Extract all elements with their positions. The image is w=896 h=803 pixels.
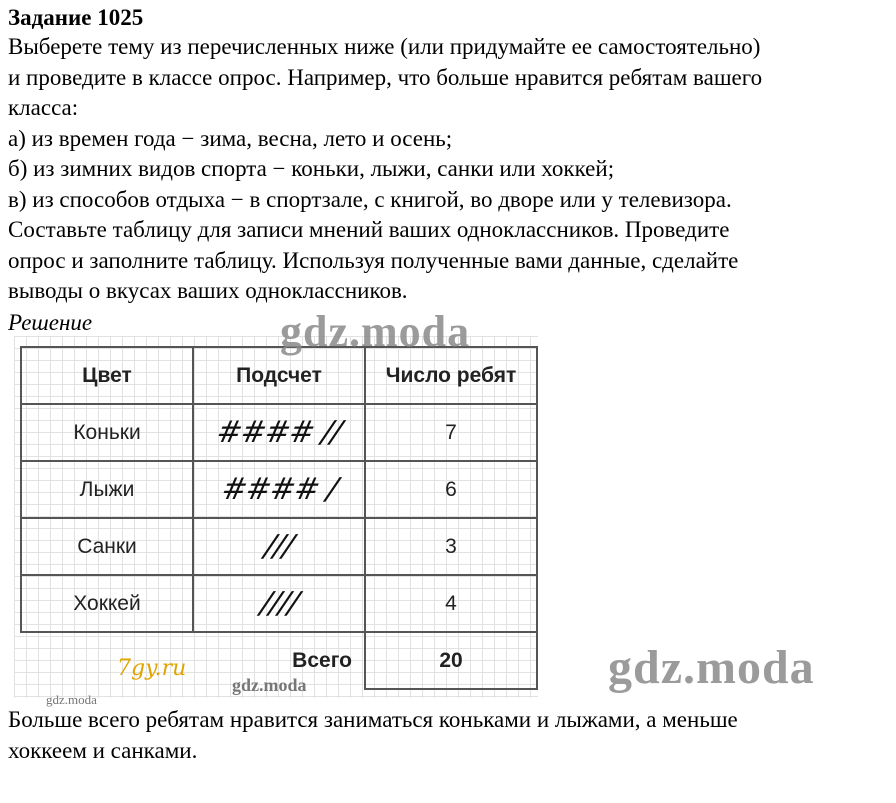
tally-marks: /// [262,528,296,564]
row-count: 3 [365,518,537,575]
conclusion-line: хоккеем и санками. [8,738,198,763]
survey-table [20,346,538,690]
task-line: б) из зимних видов спорта − коньки, лыжи, санки или хоккей; [8,156,615,181]
watermark-small-center: gdz.moda [232,675,307,695]
task-line: Составьте таблицу для записи мнений ваших одноклассников. Проведите [8,217,730,242]
solution-label: Решение [8,310,93,335]
task-line: в) из способов отдыха − в спортзале, с книгой, во дворе или у телевизора. [8,186,732,212]
header-cell-tally: Подсчет [193,347,365,404]
tally-marks: #### / [218,471,340,507]
tally-marks: #### // [214,414,344,450]
table-row [21,518,537,575]
row-tally-cell [193,575,365,632]
header-cell-count: Число ребят [365,347,537,404]
table-row [21,575,537,632]
row-tally-cell [193,518,365,575]
row-tally-cell [193,461,365,518]
header-cell-category: Цвет [21,347,193,404]
tally-marks: //// [257,585,301,621]
task-line: опрос и заполните таблицу. Используя полученные вами данные, сделайте [8,247,739,273]
task-line: Выберете тему из перечисленных ниже (или придумайте ее самостоятельно) [8,34,761,59]
watermark-7gy: 7gy.ru [117,656,187,681]
row-name: Лыжи [21,461,193,518]
task-line: а) из времен года − зима, весна, лето и осень; [8,125,453,151]
watermark-small-left: gdz.moda [46,692,97,707]
conclusion-line: Больше всего ребятам нравится заниматься коньками и лыжами, а меньше [8,707,738,732]
row-name: Коньки [21,404,193,461]
row-name: Санки [21,518,193,575]
task-text [8,32,892,307]
row-count: 4 [365,575,537,632]
task-line: класса: [8,95,79,120]
task-line: выводы о вкусах ваших одноклассников. [8,278,408,303]
row-tally-cell [193,404,365,461]
task-line: и проведите в классе опрос. Например, что больше нравится ребятам вашего [8,64,763,90]
row-count: 6 [365,461,537,518]
total-label: Всего [292,649,352,672]
table-row [21,461,537,518]
table-row [21,404,537,461]
watermark-top: gdz.moda [280,307,471,356]
task-title: Задание 1025 [8,5,144,30]
conclusion-text [8,704,892,766]
total-value: 20 [365,632,537,689]
row-count: 7 [365,404,537,461]
watermark-bottom: gdz.moda [608,641,815,694]
row-name: Хоккей [21,575,193,632]
